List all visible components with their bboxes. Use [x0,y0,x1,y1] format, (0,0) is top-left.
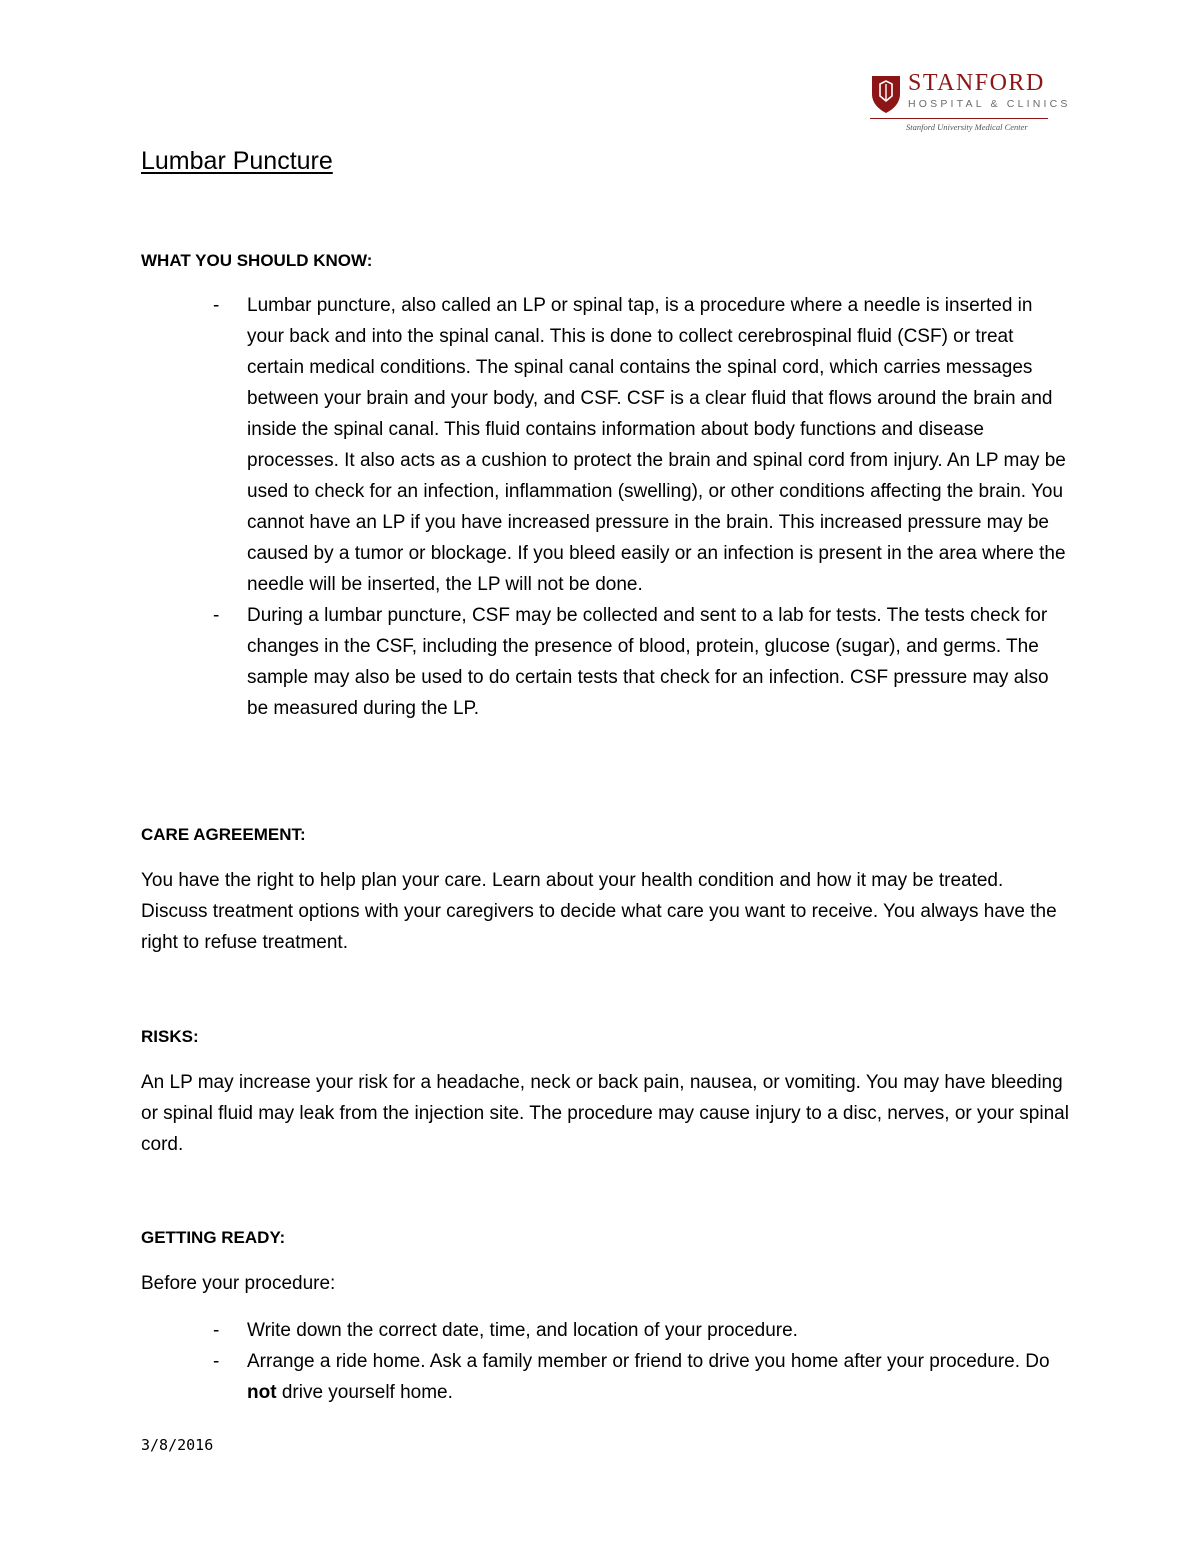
heading-what-you-should-know: WHAT YOU SHOULD KNOW: [141,251,373,270]
logo-tagline: Stanford University Medical Center [906,122,1028,132]
ready-bullet-text-end: drive yourself home. [276,1382,453,1403]
ready-bullet-list [141,1315,1071,1408]
heading-risks: RISKS: [141,1027,199,1046]
care-agreement-text: You have the right to help plan your care. Learn about your health condition and how it may be treated. Discuss treatment options with your caregivers to decide what care you want to receive. You always have the right to refuse treatment. [141,870,1057,953]
list-item [141,600,1071,724]
ready-bullet-text-start: Arrange a ride home. Ask a family member or friend to drive you home after your procedure. Do [247,1351,1050,1372]
logo-subtitle: HOSPITAL & CLINICS [908,98,1071,110]
list-item [141,1315,1071,1346]
logo-brand: STANFORD [908,70,1045,96]
footer-date: 3/8/2016 [141,1436,214,1454]
bullet-dash: - [213,1351,220,1372]
stanford-logo [870,70,1071,136]
bullet-dash: - [213,295,220,316]
ready-bullet-text [247,1351,1050,1403]
ready-bullet-text: Write down the correct date, time, and location of your procedure. [247,1320,798,1341]
getting-ready-intro: Before your procedure: [141,1273,336,1294]
heading-care-agreement: CARE AGREEMENT: [141,825,306,844]
logo-divider [870,118,1048,119]
bullet-dash: - [213,1320,220,1341]
risks-text: An LP may increase your risk for a headache, neck or back pain, nausea, or vomiting. You may have bleeding or spinal fluid may leak from the injection site. The procedure may cause injury to a disc, nerves, or your spinal cord. [141,1072,1069,1155]
bullet-dash: - [213,605,220,626]
heading-getting-ready: GETTING READY: [141,1228,286,1247]
list-item [141,1346,1071,1408]
know-bullet-text: Lumbar puncture, also called an LP or spinal tap, is a procedure where a needle is inserted in your back and into the spinal canal. This is done to collect cerebrospinal fluid (CSF) or treat certain medical conditions. The spinal canal contains the spinal cord, which carries messages between your brain and your body, and CSF. CSF is a clear fluid that flows around the brain and inside the spinal canal. This fluid contains information about body functions and disease processes. It also acts as a cushion to protect the brain and spinal cord from injury. An LP may be used to check for an infection, inflammation (swelling), or other conditions affecting the brain. You cannot have an LP if you have increased pressure in the brain. This increased pressure may be caused by a tumor or blockage. If you bleed easily or an infection is present in the area where the needle will be inserted, the LP will not be done. [247,295,1066,595]
page-title: Lumbar Puncture [141,147,333,175]
stanford-shield-icon [870,74,902,114]
know-bullet-list [141,290,1071,724]
emphasis-not: not [247,1382,277,1403]
list-item [141,290,1071,600]
know-bullet-text: During a lumbar puncture, CSF may be collected and sent to a lab for tests. The tests check for changes in the CSF, including the presence of blood, protein, glucose (sugar), and germs. The sample may also be used to do certain tests that check for an infection. CSF pressure may also be measured during the LP. [247,605,1049,719]
